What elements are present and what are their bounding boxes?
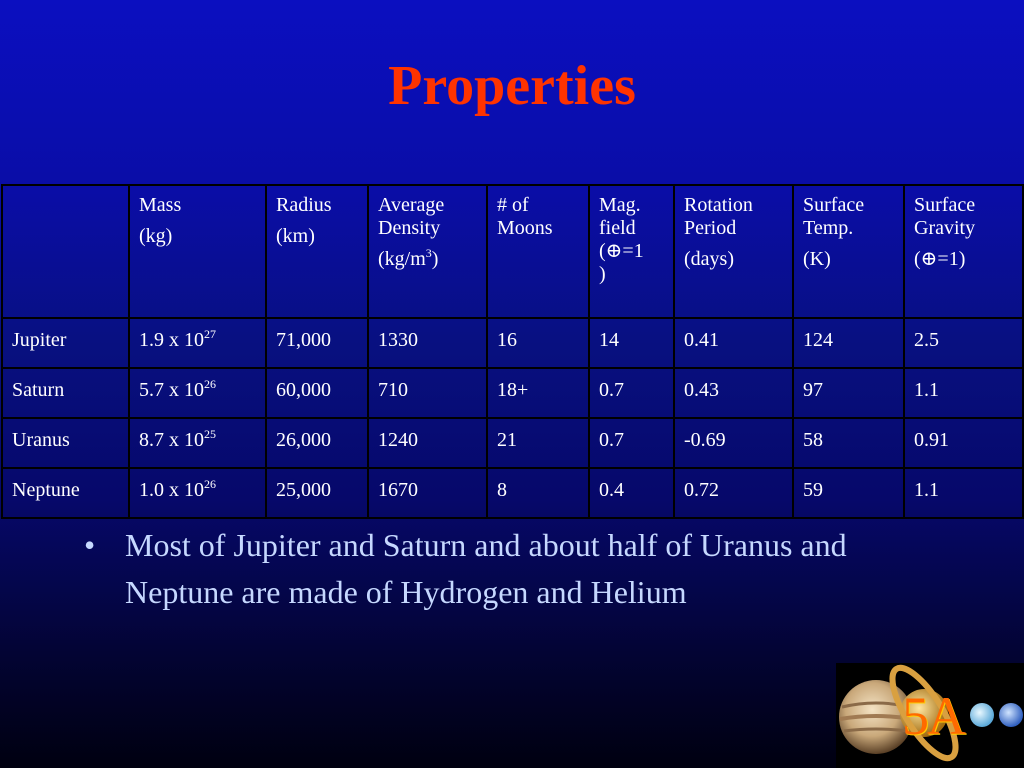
logo-text: 5A bbox=[902, 686, 964, 746]
header-mass bbox=[129, 185, 266, 318]
header-rotation-unit: (days) bbox=[684, 248, 734, 270]
course-logo bbox=[836, 663, 1024, 768]
slide-title: Properties bbox=[388, 55, 636, 117]
cell-moons: 16 bbox=[487, 318, 589, 368]
neptune-icon bbox=[999, 703, 1023, 727]
table-row bbox=[2, 418, 1023, 468]
header-mass-label: Mass bbox=[139, 194, 182, 216]
header-gravity-unit: (⊕=1) bbox=[914, 248, 966, 270]
bullet-text: Most of Jupiter and Saturn and about half of Uranus and Neptune are made of Hydrogen and Helium bbox=[125, 527, 847, 610]
header-radius-unit: (km) bbox=[276, 225, 315, 247]
cell-radius: 71,000 bbox=[266, 318, 368, 368]
header-mag-field-label: Mag. field bbox=[599, 194, 641, 239]
header-temp-unit: (K) bbox=[803, 248, 831, 270]
table-row bbox=[2, 468, 1023, 518]
cell-density: 1240 bbox=[368, 418, 487, 468]
properties-table bbox=[1, 184, 1024, 519]
header-mag-field-unit-end: ) bbox=[599, 263, 606, 285]
cell-temp: 124 bbox=[793, 318, 904, 368]
header-temp-label: Surface Temp. bbox=[803, 194, 865, 239]
cell-rotation: 0.41 bbox=[674, 318, 793, 368]
cell-moons: 21 bbox=[487, 418, 589, 468]
cell-radius: 26,000 bbox=[266, 418, 368, 468]
cell-temp: 97 bbox=[793, 368, 904, 418]
header-empty-cell bbox=[2, 185, 129, 318]
cell-rotation: -0.69 bbox=[674, 418, 793, 468]
header-temp bbox=[793, 185, 904, 318]
cell-mass: 1.9 x $10^{27}$ bbox=[129, 318, 266, 368]
header-moons-label: # of Moons bbox=[497, 194, 553, 239]
header-mag-field-unit: (⊕=1 bbox=[599, 240, 644, 262]
cell-mag-field: 0.7 bbox=[589, 368, 674, 418]
header-rotation bbox=[674, 185, 793, 318]
uranus-icon bbox=[970, 703, 994, 727]
cell-mag-field: 0.4 bbox=[589, 468, 674, 518]
cell-radius: 60,000 bbox=[266, 368, 368, 418]
cell-gravity: 2.5 bbox=[904, 318, 1023, 368]
header-gravity-label: Surface Gravity bbox=[914, 194, 976, 239]
cell-mass: 5.7 x $10^{26}$ bbox=[129, 368, 266, 418]
header-radius bbox=[266, 185, 368, 318]
cell-planet: Neptune bbox=[2, 468, 129, 518]
cell-gravity: 1.1 bbox=[904, 368, 1023, 418]
header-density bbox=[368, 185, 487, 318]
cell-moons: 18+ bbox=[487, 368, 589, 418]
bullet-item bbox=[84, 522, 914, 616]
cell-mag-field: 0.7 bbox=[589, 418, 674, 468]
cell-radius: 25,000 bbox=[266, 468, 368, 518]
cell-gravity: 1.1 bbox=[904, 468, 1023, 518]
header-moons bbox=[487, 185, 589, 318]
cell-temp: 59 bbox=[793, 468, 904, 518]
header-density-unit: $(kg/m^3)$ bbox=[378, 246, 439, 270]
table-header-row bbox=[2, 185, 1023, 318]
header-radius-label: Radius bbox=[276, 194, 332, 216]
cell-planet: Jupiter bbox=[2, 318, 129, 368]
header-rotation-label: Rotation Period bbox=[684, 194, 753, 239]
cell-density: 1330 bbox=[368, 318, 487, 368]
header-mag-field bbox=[589, 185, 674, 318]
cell-planet: Saturn bbox=[2, 368, 129, 418]
header-mass-unit: (kg) bbox=[139, 225, 173, 247]
cell-mag-field: 14 bbox=[589, 318, 674, 368]
cell-temp: 58 bbox=[793, 418, 904, 468]
cell-density: 710 bbox=[368, 368, 487, 418]
bullet-list bbox=[84, 522, 914, 616]
table-row bbox=[2, 368, 1023, 418]
bullet-marker: • bbox=[84, 527, 96, 563]
cell-gravity: 0.91 bbox=[904, 418, 1023, 468]
cell-rotation: 0.43 bbox=[674, 368, 793, 418]
cell-mass: 8.7 x $10^{25}$ bbox=[129, 418, 266, 468]
cell-rotation: 0.72 bbox=[674, 468, 793, 518]
header-density-label: Average Density bbox=[378, 194, 445, 239]
cell-moons: 8 bbox=[487, 468, 589, 518]
header-gravity bbox=[904, 185, 1023, 318]
cell-mass: 1.0 x $10^{26}$ bbox=[129, 468, 266, 518]
cell-density: 1670 bbox=[368, 468, 487, 518]
cell-planet: Uranus bbox=[2, 418, 129, 468]
table-row bbox=[2, 318, 1023, 368]
